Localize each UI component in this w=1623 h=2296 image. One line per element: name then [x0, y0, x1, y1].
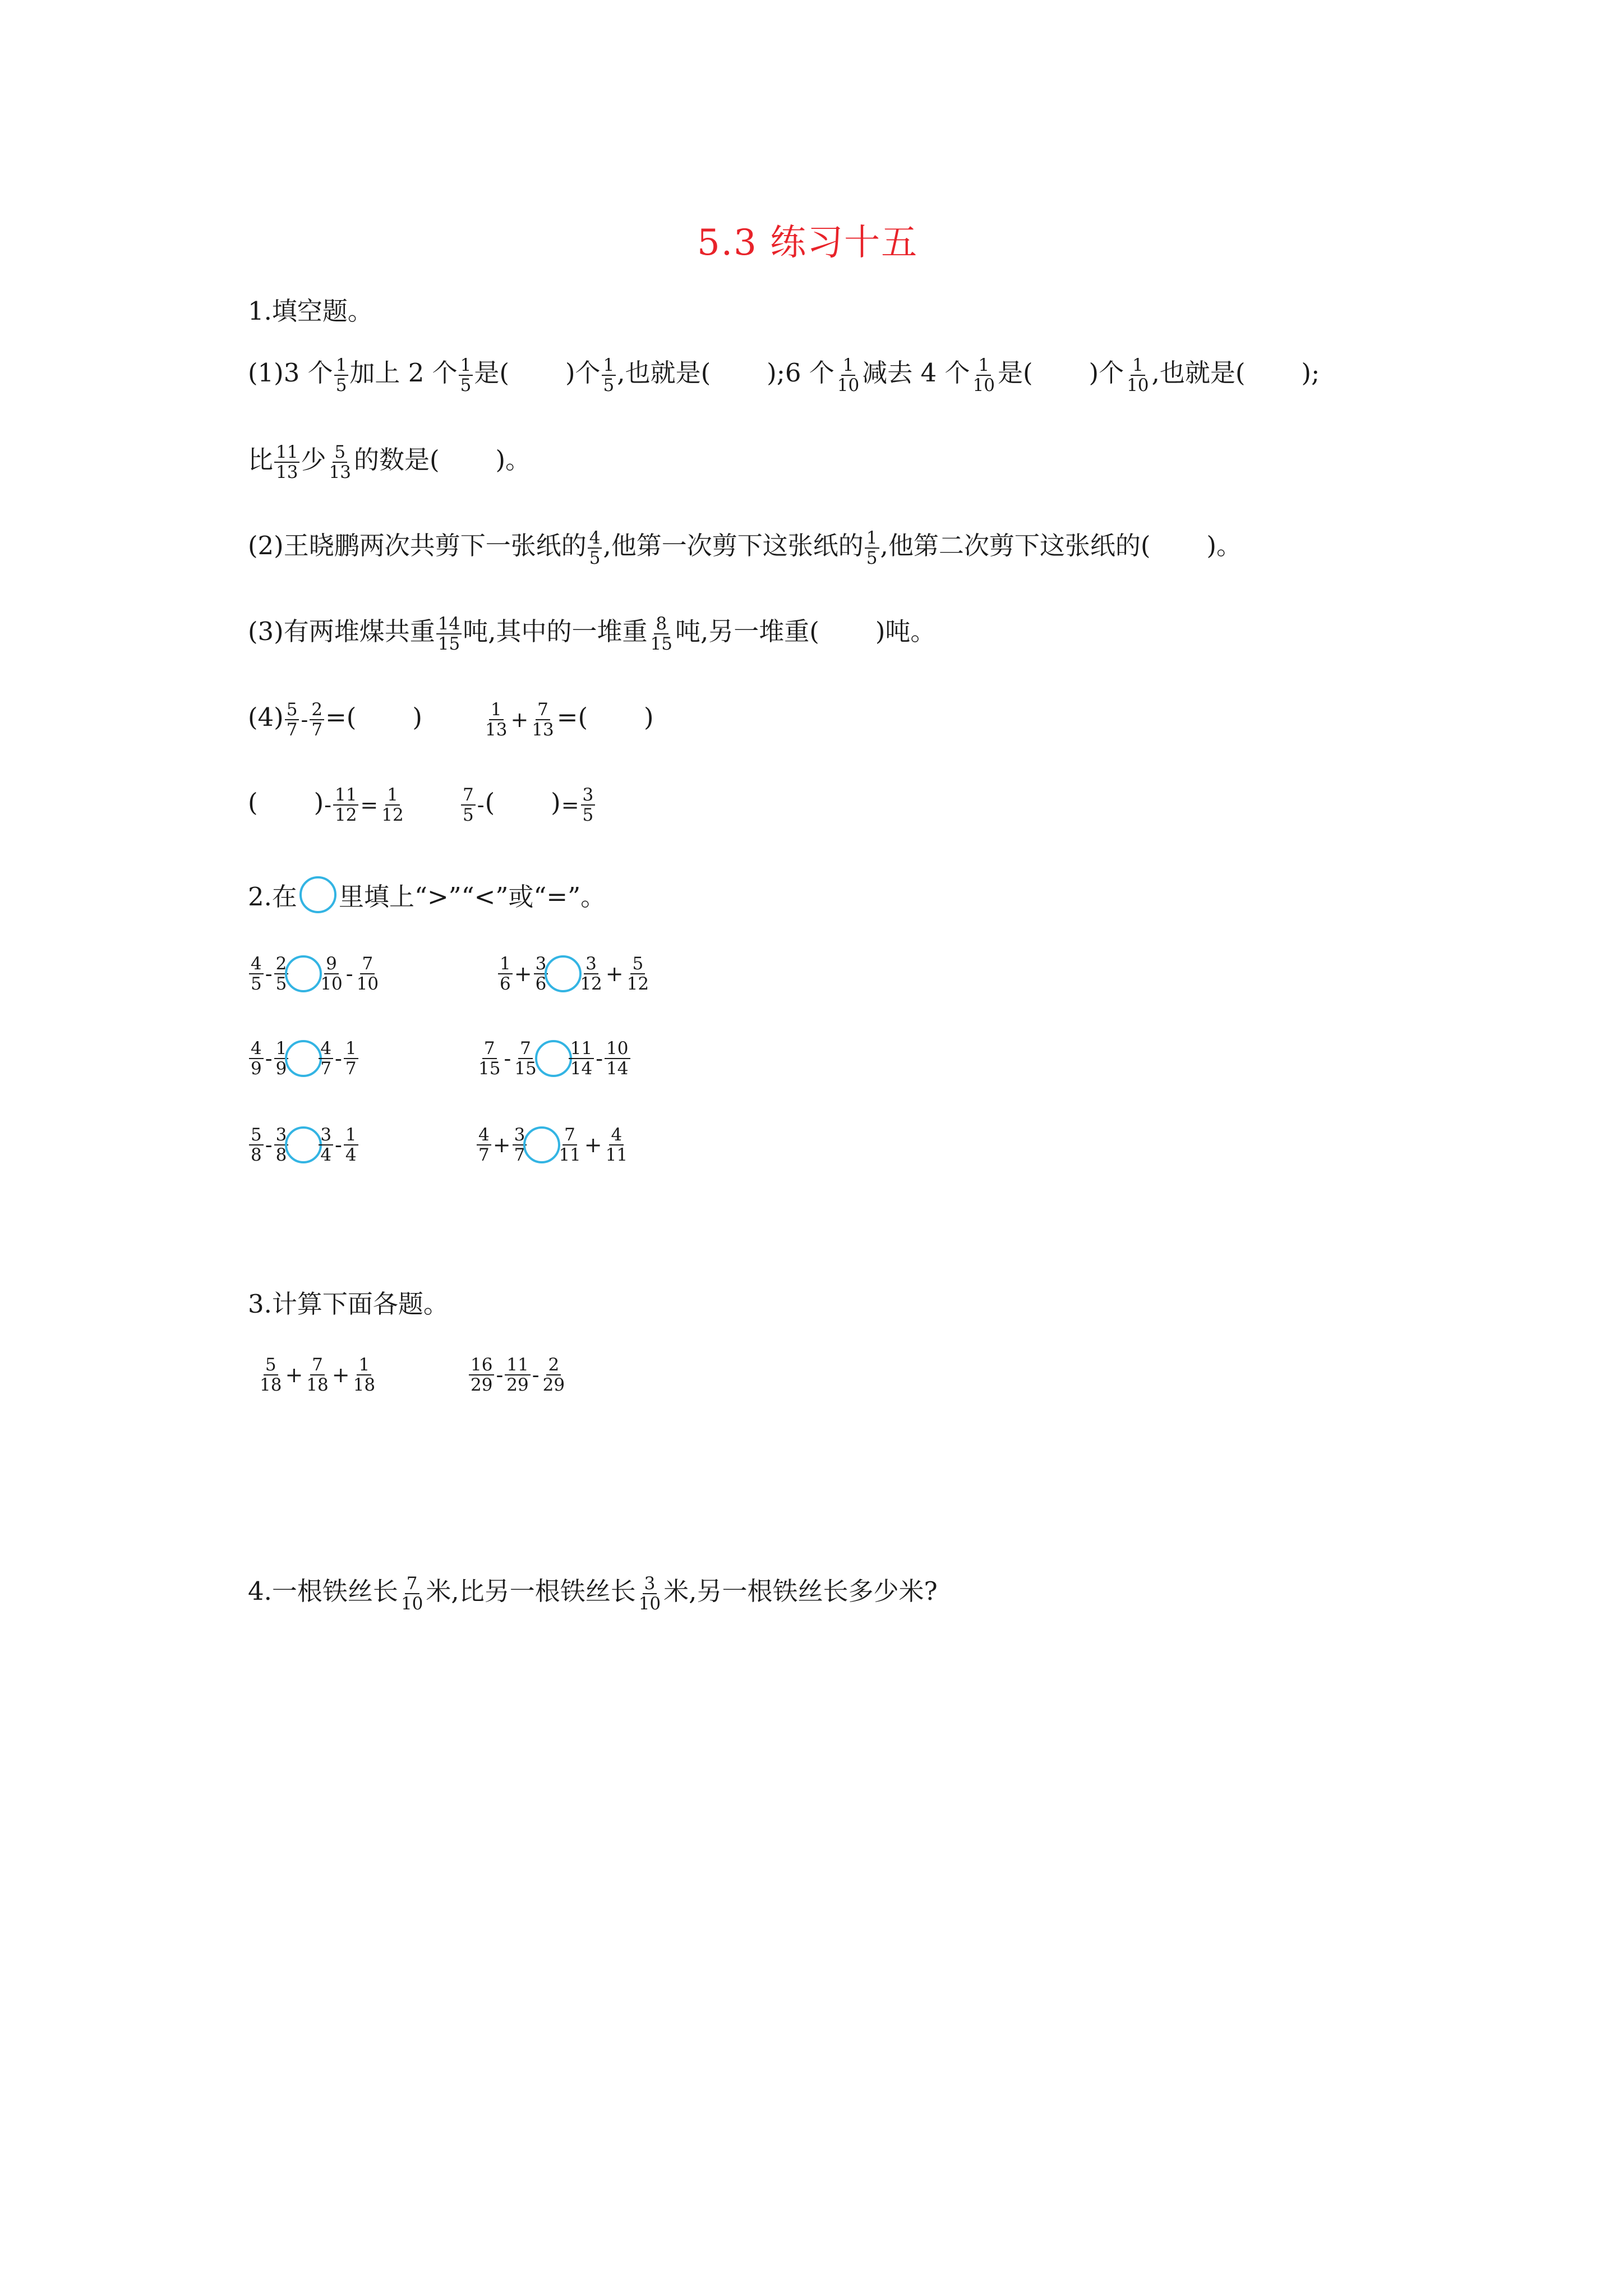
text-segment: 的数是( [353, 445, 440, 475]
numerator: 3 [581, 785, 596, 806]
numerator: 1 [865, 528, 879, 549]
denominator: 15 [478, 1058, 501, 1079]
numerator: 1 [976, 356, 991, 376]
fraction [483, 700, 509, 739]
numerator: 5 [630, 954, 645, 974]
compare-circle[interactable] [535, 1040, 572, 1077]
text-segment: (4) [248, 702, 284, 732]
question-1-1-cont [248, 442, 531, 482]
fraction [352, 1355, 377, 1395]
denominator: 5 [463, 804, 474, 825]
numerator: 4 [609, 1125, 624, 1145]
fraction [477, 1125, 491, 1165]
operator: - [532, 1362, 540, 1387]
denominator: 5 [582, 804, 594, 825]
numerator: 7 [360, 954, 375, 974]
text-segment: 少 [301, 445, 326, 475]
text-segment: 是( [474, 358, 509, 388]
numerator: 7 [518, 1039, 533, 1059]
operator: - [301, 707, 308, 732]
text-segment: (2)王晓鹏两次共剪下一张纸的 [248, 531, 587, 560]
question-1-4-expr-2 [482, 700, 654, 739]
compare-circle[interactable] [285, 1040, 322, 1077]
denominator: 8 [251, 1144, 262, 1165]
operator: + [492, 1132, 511, 1157]
fraction [469, 1355, 494, 1395]
text-segment: 米,比另一根铁丝长 [426, 1576, 636, 1606]
fraction [625, 954, 651, 993]
numerator: 11 [569, 1039, 594, 1059]
numerator: 3 [513, 1125, 527, 1145]
operator: = [360, 792, 379, 817]
text-segment: ) [412, 702, 422, 732]
operator: + [510, 707, 529, 732]
text-segment: 吨,另一堆重( [675, 616, 819, 646]
fraction [399, 1574, 425, 1613]
text-segment: ) [644, 702, 654, 732]
text-segment: 比 [248, 445, 274, 475]
fraction [459, 356, 473, 395]
denominator: 5 [335, 375, 347, 395]
operator: - [265, 961, 273, 986]
denominator: 5 [460, 375, 472, 395]
denominator: 14 [606, 1058, 629, 1079]
numerator: 1 [357, 1355, 371, 1375]
fraction [249, 1125, 264, 1165]
denominator: 6 [500, 973, 511, 994]
denominator: 9 [275, 1058, 287, 1079]
fraction [285, 700, 299, 739]
denominator: 15 [514, 1058, 537, 1079]
fraction [274, 443, 299, 482]
text-segment: 4.一根铁丝长 [248, 1576, 398, 1606]
numerator: 3 [584, 954, 598, 974]
operator: - [496, 1362, 504, 1387]
numerator: 7 [405, 1574, 419, 1594]
operator: - [265, 1046, 273, 1071]
operator: - [324, 792, 331, 817]
text-segment: 里填上“>”“<”或“=”。 [338, 882, 606, 912]
text-segment: 2.在 [248, 882, 297, 912]
denominator: 7 [478, 1144, 490, 1165]
denominator: 13 [532, 719, 554, 740]
numerator: 1 [489, 700, 504, 720]
text-segment: ,也就是( [1151, 358, 1246, 388]
calc-expr-2 [468, 1355, 568, 1395]
fraction [557, 1125, 582, 1165]
denominator: 15 [437, 633, 460, 654]
text-segment: (3)有两堆煤共重 [248, 616, 435, 646]
fraction [333, 785, 358, 825]
fraction [505, 1355, 530, 1395]
fraction [477, 1039, 502, 1078]
numerator: 10 [605, 1039, 630, 1059]
text-segment: ) [313, 788, 324, 817]
operator: + [584, 1132, 602, 1157]
operator: - [596, 1046, 603, 1071]
numerator: 4 [319, 1039, 333, 1059]
numerator: 3 [534, 954, 548, 974]
numerator: 1 [385, 785, 400, 806]
fraction [319, 1039, 333, 1078]
denominator: 4 [345, 1144, 357, 1165]
numerator: 16 [469, 1355, 494, 1375]
text-segment: )。 [1206, 531, 1242, 560]
denominator: 13 [485, 719, 508, 740]
fraction [649, 614, 674, 654]
denominator: 18 [260, 1374, 282, 1395]
text-segment: )个 [1089, 358, 1124, 388]
compare-item-4 [476, 1038, 631, 1078]
operator: + [331, 1362, 350, 1387]
denominator: 7 [286, 719, 298, 740]
operator: - [504, 1046, 511, 1071]
fraction [513, 1039, 538, 1078]
operator: - [265, 1132, 273, 1157]
denominator: 12 [626, 973, 649, 994]
denominator: 12 [381, 804, 404, 825]
text-segment: =( [325, 702, 357, 732]
fraction [541, 1355, 566, 1395]
question-1-4-expr-1 [248, 700, 422, 739]
operator: = [561, 792, 579, 817]
compare-item-6 [476, 1125, 630, 1165]
fraction [334, 356, 349, 395]
fraction [971, 356, 997, 395]
denominator: 15 [650, 633, 672, 654]
denominator: 5 [603, 375, 615, 395]
fraction [461, 785, 476, 825]
numerator: 3 [319, 1125, 333, 1145]
text-segment: ,他第一次剪下这张纸的 [603, 531, 864, 560]
text-segment: );6 个 [767, 358, 834, 388]
numerator: 1 [344, 1039, 358, 1059]
numerator: 1 [274, 1039, 289, 1059]
question-1-4-expr-4 [460, 785, 596, 825]
denominator: 10 [320, 973, 343, 994]
question-4 [248, 1573, 938, 1613]
fraction [344, 1125, 358, 1165]
question-1-2 [248, 528, 1242, 568]
fraction [319, 954, 344, 993]
numerator: 4 [249, 954, 264, 974]
compare-circle[interactable] [523, 1126, 560, 1163]
compare-circle[interactable] [285, 955, 322, 992]
fraction [498, 954, 513, 993]
numerator: 2 [274, 954, 289, 974]
section-3-heading: 3.计算下面各题。 [248, 1289, 449, 1319]
text-segment: ,也就是( [617, 358, 711, 388]
numerator: 4 [477, 1125, 491, 1145]
numerator: 7 [536, 700, 550, 720]
question-1-4-expr-3 [248, 785, 407, 825]
fraction [319, 1125, 333, 1165]
fraction [836, 356, 861, 395]
denominator: 29 [471, 1374, 493, 1395]
fraction [588, 528, 602, 568]
numerator: 5 [285, 700, 299, 720]
text-segment: 是( [997, 358, 1033, 388]
fraction [305, 1355, 330, 1395]
fraction [602, 356, 616, 395]
numerator: 4 [588, 528, 602, 549]
denominator: 10 [400, 1593, 423, 1614]
operator: + [285, 1362, 303, 1387]
text-segment: 减去 4 个 [862, 358, 970, 388]
circle-icon [299, 876, 336, 913]
denominator: 5 [275, 973, 287, 994]
denominator: 9 [251, 1058, 262, 1079]
fraction [605, 1039, 630, 1078]
text-segment: ( [248, 788, 258, 817]
denominator: 4 [320, 1144, 332, 1165]
denominator: 18 [353, 1374, 376, 1395]
question-1-1 [248, 355, 1320, 395]
numerator: 8 [654, 614, 668, 634]
fraction [310, 700, 324, 739]
compare-item-2 [497, 954, 652, 993]
numerator: 11 [333, 785, 358, 806]
numerator: 4 [249, 1039, 264, 1059]
numerator: 5 [333, 443, 347, 463]
denominator: 10 [1127, 375, 1149, 395]
operator: + [514, 961, 532, 986]
operator: + [605, 961, 624, 986]
compare-circle[interactable] [545, 955, 582, 992]
numerator: 7 [482, 1039, 497, 1059]
denominator: 5 [251, 973, 262, 994]
text-segment: 米,另一根铁丝长多少米? [663, 1576, 938, 1606]
fraction [380, 785, 405, 825]
operator: - [477, 792, 485, 817]
fraction [604, 1125, 629, 1165]
denominator: 29 [542, 1374, 565, 1395]
compare-item-1 [248, 954, 381, 993]
denominator: 10 [837, 375, 860, 395]
text-segment: )。 [495, 445, 531, 475]
numerator: 1 [459, 356, 473, 376]
fraction [578, 954, 603, 993]
denominator: 11 [605, 1144, 628, 1165]
fraction [258, 1355, 283, 1395]
text-segment: 吨,其中的一堆重 [463, 616, 648, 646]
section-1-heading: 1.填空题。 [248, 296, 373, 326]
numerator: 1 [1131, 356, 1145, 376]
numerator: 7 [461, 785, 476, 806]
fraction [344, 1039, 358, 1078]
numerator: 1 [841, 356, 856, 376]
numerator: 7 [562, 1125, 577, 1145]
denominator: 12 [580, 973, 602, 994]
numerator: 1 [498, 954, 513, 974]
numerator: 2 [310, 700, 324, 720]
numerator: 1 [602, 356, 616, 376]
denominator: 11 [559, 1144, 581, 1165]
denominator: 13 [276, 462, 298, 482]
fraction [637, 1574, 662, 1613]
calc-expr-1 [257, 1355, 378, 1395]
compare-item-5 [248, 1125, 359, 1165]
numerator: 5 [264, 1355, 278, 1375]
denominator: 13 [329, 462, 351, 482]
denominator: 7 [320, 1058, 332, 1079]
text-segment: )个 [565, 358, 601, 388]
fraction [581, 785, 596, 825]
denominator: 7 [311, 719, 323, 740]
text-segment: ,他第二次剪下这张纸的( [880, 531, 1151, 560]
denominator: 10 [972, 375, 995, 395]
numerator: 7 [310, 1355, 325, 1375]
text-segment: ) [551, 788, 561, 817]
question-1-3 [248, 614, 935, 654]
denominator: 5 [866, 547, 878, 568]
fraction [530, 700, 555, 739]
numerator: 3 [274, 1125, 289, 1145]
numerator: 3 [643, 1574, 657, 1594]
denominator: 10 [638, 1593, 661, 1614]
text-segment: =( [556, 702, 588, 732]
numerator: 1 [334, 356, 349, 376]
denominator: 5 [589, 547, 601, 568]
operator: - [335, 1046, 342, 1071]
denominator: 29 [506, 1374, 529, 1395]
text-segment: ); [1301, 358, 1320, 388]
denominator: 14 [570, 1058, 593, 1079]
compare-item-3 [248, 1038, 359, 1078]
numerator: 9 [324, 954, 339, 974]
denominator: 7 [514, 1144, 525, 1165]
denominator: 10 [356, 973, 379, 994]
fraction [569, 1039, 594, 1078]
text-segment: )吨。 [875, 616, 936, 646]
numerator: 5 [249, 1125, 264, 1145]
fraction [436, 614, 462, 654]
denominator: 18 [306, 1374, 329, 1395]
fraction [355, 954, 380, 993]
text-segment: ( [485, 788, 495, 817]
numerator: 14 [436, 614, 462, 634]
text-segment: (1)3 个 [248, 358, 333, 388]
fraction [865, 528, 879, 568]
operator: - [345, 961, 353, 986]
fraction [1125, 356, 1150, 395]
denominator: 12 [334, 804, 357, 825]
denominator: 7 [345, 1058, 357, 1079]
fraction [327, 443, 352, 482]
operator: - [335, 1132, 342, 1157]
numerator: 11 [274, 443, 299, 463]
fraction [249, 954, 264, 993]
denominator: 8 [275, 1144, 287, 1165]
text-segment: 加上 2 个 [349, 358, 458, 388]
page-title: 5.3 练习十五 [697, 222, 919, 264]
numerator: 11 [505, 1355, 530, 1375]
section-2-heading [248, 876, 606, 915]
numerator: 2 [546, 1355, 561, 1375]
fraction [249, 1039, 264, 1078]
compare-circle[interactable] [285, 1126, 322, 1163]
numerator: 1 [344, 1125, 358, 1145]
denominator: 6 [535, 973, 547, 994]
